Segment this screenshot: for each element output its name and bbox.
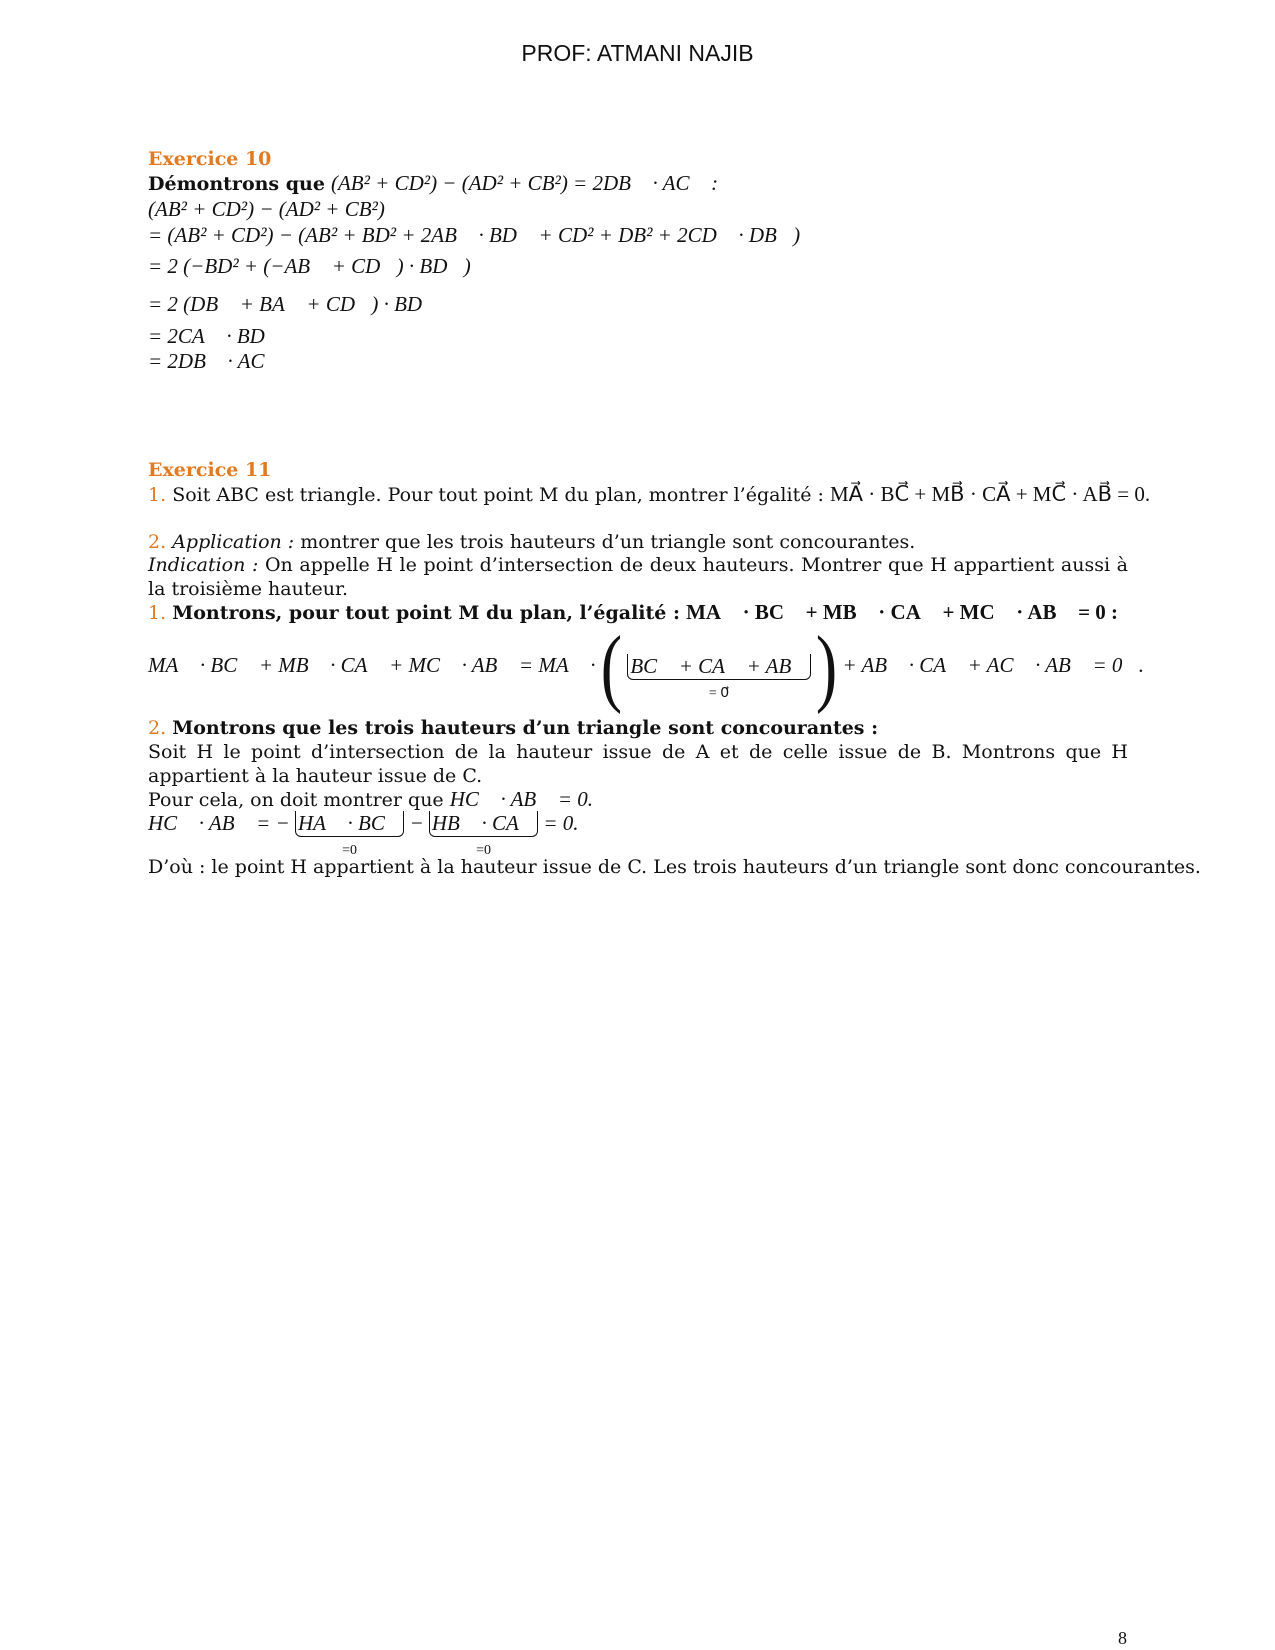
calc2-end: = 0. (543, 811, 579, 835)
underbrace-hb-ca-text: HB⃗ · CA⃗ (431, 811, 536, 835)
proof-line-4: = 2 (DB⃗ + BA⃗ + CD⃗) · BD⃗ (148, 292, 439, 316)
underbrace-sum-note: = 0⃗ (708, 686, 730, 702)
claim-label: Démontrons que (148, 173, 325, 195)
underbrace-ha-bc-note: =0 (342, 843, 358, 858)
question-2 (148, 530, 915, 554)
exercise-11-title: Exercice 11 (148, 459, 272, 481)
indication-text: On appelle H le point d’intersection de deux hauteurs. Montrer que H appartient aussi à la troisième hauteur. (148, 554, 1128, 600)
question-2-number: 2. (148, 531, 167, 553)
answer-1-expression: MA⃗ · BC⃗ + MB⃗ · CA⃗ + MC⃗ · AB⃗ = 0 : (686, 600, 1119, 624)
answer-1-calculation (148, 618, 1144, 715)
underbrace-ha-bc-text: HA⃗ · BC⃗ (297, 811, 402, 835)
big-left-paren: ( (600, 618, 623, 715)
underbrace-sum-text: BC⃗ + CA⃗ + AB⃗ (630, 654, 808, 679)
page-header-title: PROF: ATMANI NAJIB (521, 40, 754, 66)
question-2-text: montrer que les trois hauteurs d’un triangle sont concourantes. (300, 531, 916, 553)
question-1-number: 1. (148, 484, 167, 506)
answer-2-heading (148, 716, 878, 740)
calc2-minus: − (409, 811, 424, 835)
answer-2-number: 2. (148, 717, 167, 739)
answer-2-conclusion: D’où : le point H appartient à la hauteur issue de C. Les trois hauteurs d’un triangle sont donc concourantes. (148, 856, 1201, 878)
need-text: Pour cela, on doit montrer que (148, 789, 444, 811)
exercise-10-title: Exercice 10 (148, 148, 272, 170)
big-right-paren: ) (815, 618, 838, 715)
calc2-left: HC⃗ · AB⃗ = − (148, 811, 290, 835)
indication-label: Indication : (148, 554, 259, 576)
answer-2-calculation (148, 811, 579, 858)
answer-1-heading (148, 600, 1118, 625)
need-expression: HC⃗ · AB⃗ = 0. (449, 787, 594, 811)
exercise-10-claim (148, 171, 718, 196)
question-1-text: Soit ABC est triangle. Pour tout point M du plan, montrer l’égalité : (172, 484, 824, 506)
question-2-label: Application : (172, 531, 295, 553)
proof-line-3: = 2 (−BD² + (−AB⃗ + CD⃗) · BD⃗) (148, 254, 471, 278)
proof-line-5: = 2CA⃗ · BD⃗ (148, 324, 282, 348)
answer-2-need (148, 787, 593, 812)
proof-line-1: (AB² + CD²) − (AD² + CB²) (148, 197, 385, 221)
page-number: 8 (1118, 1628, 1127, 1648)
calc-right: + AB⃗ · CA⃗ + AC⃗ · AB⃗ = 0⃗. (842, 653, 1144, 677)
question-1-expression: MA⃗ · BC⃗ + MB⃗ · CA⃗ + MC⃗ · AB⃗ = 0. (829, 482, 1151, 506)
proof-line-2: = (AB² + CD²) − (AB² + BD² + 2AB⃗ · BD⃗ + CD² + DB² + 2CD⃗ · DB⃗) (148, 223, 801, 247)
claim-expression: (AB² + CD²) − (AD² + CB²) = 2DB⃗ · AC⃗ : (330, 171, 719, 195)
underbrace-hb-ca (429, 811, 538, 858)
calc-left: MA⃗ · BC⃗ + MB⃗ · CA⃗ + MC⃗ · AB⃗ = MA⃗ · (148, 653, 596, 677)
proof-line-6: = 2DB⃗ · AC⃗ (148, 349, 281, 373)
underbrace-hb-ca-note: =0 (476, 843, 491, 858)
indication (148, 553, 1128, 601)
answer-2-text: Soit H le point d’intersection de la hauteur issue de A et de celle issue de B. Montrons que H appartient à la hauteur issue de C. (148, 741, 1128, 787)
answer-1-number: 1. (148, 602, 167, 624)
answer-2-title: Montrons que les trois hauteurs d’un triangle sont concourantes : (172, 717, 879, 739)
underbrace-ha-bc (295, 811, 404, 858)
underbrace-sum (627, 654, 810, 702)
question-1 (148, 482, 1150, 507)
answer-1-title: Montrons, pour tout point M du plan, l’égalité : (172, 602, 681, 624)
